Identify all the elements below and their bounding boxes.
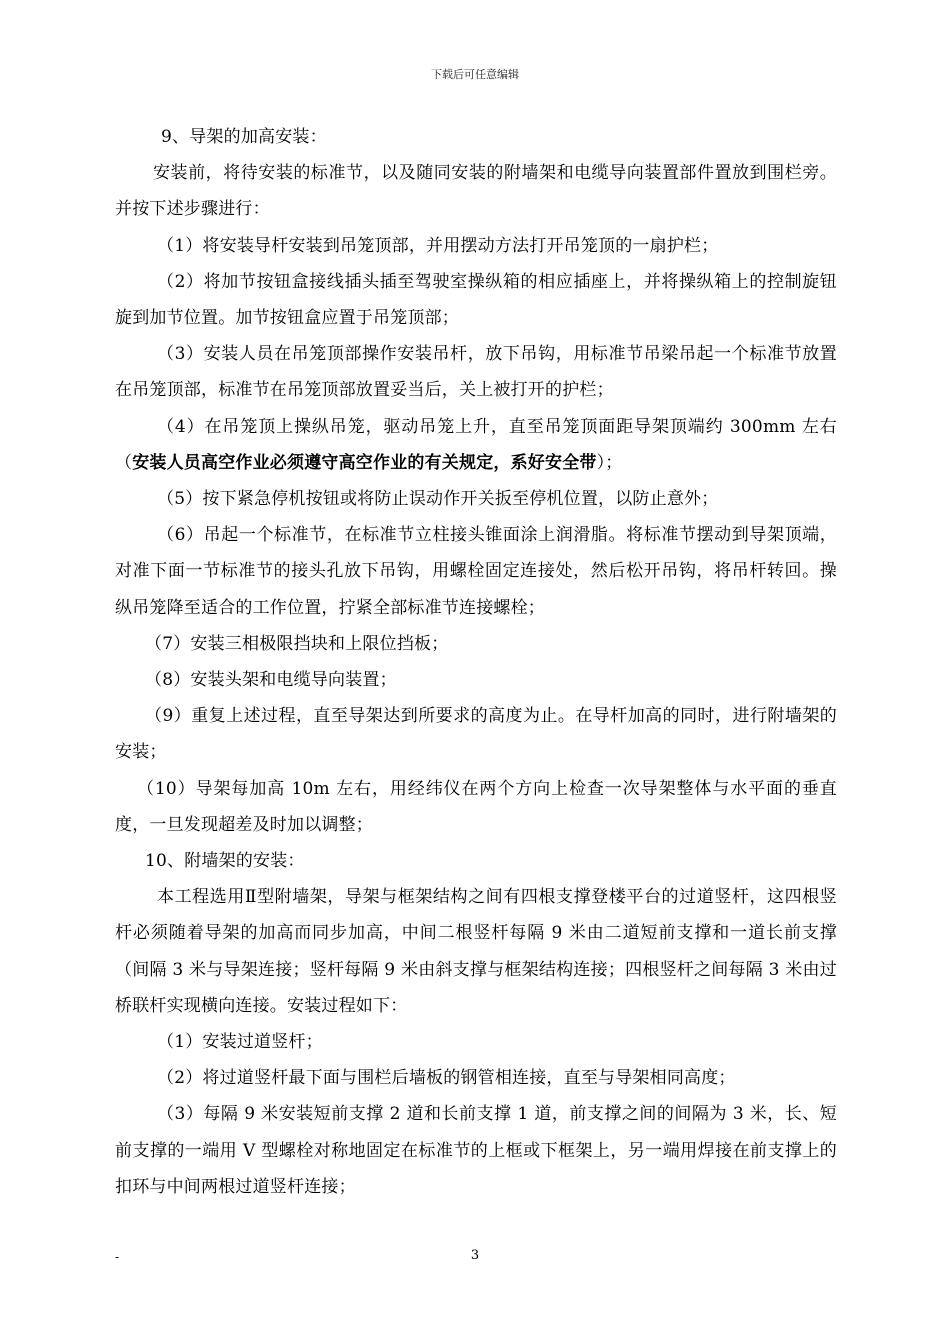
paragraph: （8）安装头架和电缆导向装置； <box>145 670 397 691</box>
paragraph-with-safety-note <box>115 409 837 481</box>
paragraph: （2）将过道竖杆最下面与围栏后墙板的钢管相连接，直至与导架相同高度； <box>157 1068 736 1089</box>
footer-dash: - <box>115 1250 120 1264</box>
paragraph: （9）重复上述过程，直至导架达到所要求的高度为止。在导杆加高的同时，进行附墙架的安装； <box>115 706 837 763</box>
safety-warning-text: 安装人员高空作业必须遵守高空作业的有关规定，系好安全带 <box>132 452 597 473</box>
paragraph: 安装前，将待安装的标准节，以及随同安装的附墙架和电缆导向装置部件置放到围栏旁。并按下述步骤进行： <box>115 163 837 220</box>
section-heading-10: 10、附墙架的安装： <box>145 851 305 872</box>
paragraph: （3）每隔 9 米安装短前支撑 2 道和长前支撑 1 道，前支撑之间的间隔为 3 米，长、短前支撑的一端用 V 型螺栓对称地固定在标准节的上框或下框架上，另一端用焊接在前支撑上的扣环与中间两根过道竖杆连接； <box>115 1104 837 1197</box>
paragraph: （5）按下紧急停机按钮或将防止误动作开关扳至停机位置，以防止意外； <box>157 489 719 510</box>
page-number: 3 <box>470 1248 480 1263</box>
paragraph: （2）将加节按钮盒接线插头插至驾驶室操纵箱的相应插座上，并将操纵箱上的控制旋钮旋到加节位置。加节按钮盒应置于吊笼顶部； <box>115 271 837 329</box>
paragraph: （1）安装过道竖杆； <box>157 1032 323 1053</box>
paragraph: （1）将安装导杆安装到吊笼顶部，并用摆动方法打开吊笼顶的一扇护栏； <box>157 235 719 256</box>
section-heading-9: 9、导架的加高安装： <box>161 127 327 147</box>
page-header-note: 下载后可任意编辑 <box>431 68 519 81</box>
paragraph: （6）吊起一个标准节，在标准节立柱接头锥面涂上润滑脂。将标准节摆动到导架顶端，对准下面一节标准节的接头孔放下吊钩，用螺栓固定连接处，然后松开吊钩，将吊杆转回。操纵吊笼降至适合的工作位置，拧紧全部标准节连接螺栓； <box>115 525 837 618</box>
paragraph-text: （4）在吊笼顶上操纵吊笼，驱动吊笼上升，直至吊笼顶面距导架顶端约 300mm 左右（ <box>115 416 837 473</box>
paragraph: （3）安装人员在吊笼顶部操作安装吊杆，放下吊钩，用标准节吊梁吊起一个标准节放置在吊笼顶部，标准节在吊笼顶部放置妥当后，关上被打开的护栏； <box>115 344 837 401</box>
paragraph: 本工程选用Ⅱ型附墙架，导架与框架结构之间有四根支撑登楼平台的过道竖杆，这四根竖杆必须随着导架的加高而同步加高，中间二根竖杆每隔 9 米由二道短前支撑和一道长前支撑（间隔 3 米与导架连接；竖杆每隔 9 米由斜支撑与框架结构连接；四根竖杆之间每隔 3 米由过桥联杆实现横向连接。安装过程如下： <box>115 887 837 1016</box>
paragraph-text: ）； <box>596 452 623 473</box>
paragraph: （10）导架每加高 10m 左右，用经纬仪在两个方向上检查一次导架整体与水平面的垂直度，一旦发现超差及时加以调整； <box>115 778 837 835</box>
document-body <box>115 119 837 1205</box>
paragraph: （7）安装三相极限挡块和上限位挡板； <box>145 633 449 654</box>
